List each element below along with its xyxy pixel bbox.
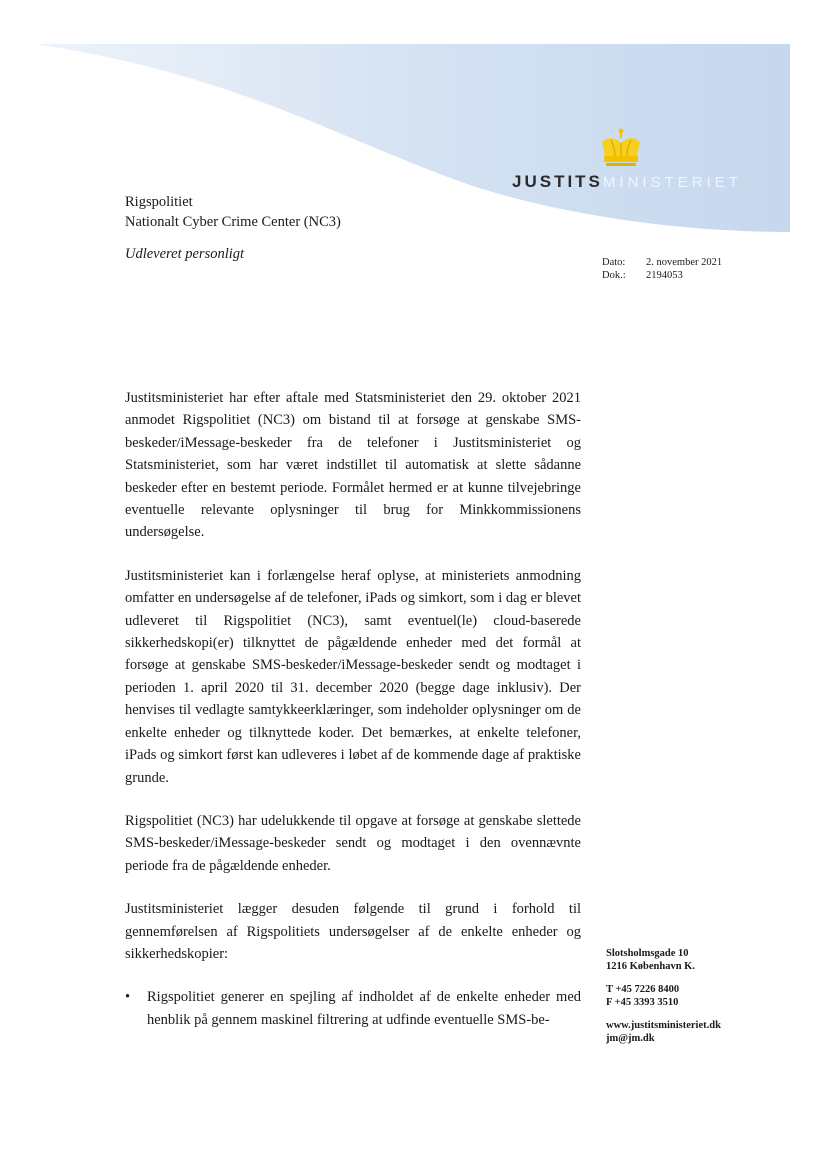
phone-number: T +45 7226 8400 — [606, 984, 680, 995]
letter-body — [125, 387, 581, 1031]
contact-block — [606, 948, 721, 1056]
recipient-address — [125, 192, 341, 232]
body-paragraph: Justitsministeriet kan i forlængelse heraf oplyse, at ministeriets anmodning omfatter en undersøgelse af de telefoner, iPads og simkort, som i dag er blevet udleveret til Rigspolitiet (NC3), samt eventuel(le) cloud-baserede sikkerhedskopi(er) tilknyttet de pågældende enheder med det formål at forsøge at genskabe SMS-beskeder/iMessage-beskeder sendt og modtaget i perioden 1. april 2020 til 31. december 2020 (begge dage inklusiv). Der henvises til vedlagte samtykkeerklæringer, som indeholder oplysninger om de enkelte enheder og tilknyttede koder. Det bemærkes, at enkelte telefoner, iPads og simkort først kan udleveres i løbet af de kommende dage af praktiske grunde. — [125, 567, 581, 786]
bullet-list — [125, 986, 581, 1031]
crown-icon — [598, 128, 644, 168]
recipient-line-1: Rigspolitiet — [125, 194, 193, 210]
date-value: 2. november 2021 — [646, 257, 723, 268]
doc-label: Dok.: — [602, 270, 626, 281]
email-link[interactable]: jm@jm.dk — [606, 1032, 655, 1044]
body-paragraph: Justitsministeriet har efter aftale med Statsministeriet den 29. oktober 2021 anmodet Rigspolitiet (NC3) om bistand til at forsøge at genskabe SMS-beskeder/iMessage-beskeder fra de telefoner i Justitsministeriet og Statsministeriet, som har været indstillet til automatisk at slette sådanne beskeder efter en bestemt periode. Formålet hermed er at kunne tilvejebringe eventuelle relevante oplysninger til brug for Minkkommissionens undersøgelse. — [125, 390, 581, 541]
delivery-note: Udleveret personligt — [125, 246, 245, 262]
bullet-item: • Rigspolitiet generer en spejling af indholdet af de enkelte enheder med henblik på gennem maskinel filtrering at udfinde eventuelle SMS-be- — [125, 986, 581, 1031]
website-link[interactable]: www.justitsministeriet.dk — [606, 1020, 721, 1031]
ministry-logo — [512, 128, 742, 198]
address-city: 1216 København K. — [606, 960, 695, 972]
document-meta — [602, 256, 722, 282]
logo-text-light: MINISTERIET — [602, 174, 742, 191]
logo-text-bold: JUSTITS — [512, 172, 603, 191]
body-paragraph: Justitsministeriet lægger desuden følgende til grund i forhold til gennemførelsen af Rigspolitiets undersøgelser af de enkelte enheder og sikkerhedskopier: — [125, 901, 581, 962]
doc-value: 2194053 — [646, 270, 683, 281]
body-paragraph: Rigspolitiet (NC3) har udelukkende til opgave at forsøge at genskabe slettede SMS-beskeder/iMessage-beskeder sendt og modtaget i den ovennævnte periode fra de pågældende enheder. — [125, 812, 581, 874]
date-label: Dato: — [602, 257, 626, 268]
address-street: Slotsholmsgade 10 — [606, 948, 689, 959]
fax-number: F +45 3393 3510 — [606, 996, 679, 1008]
recipient-line-2: Nationalt Cyber Crime Center (NC3) — [125, 214, 341, 230]
